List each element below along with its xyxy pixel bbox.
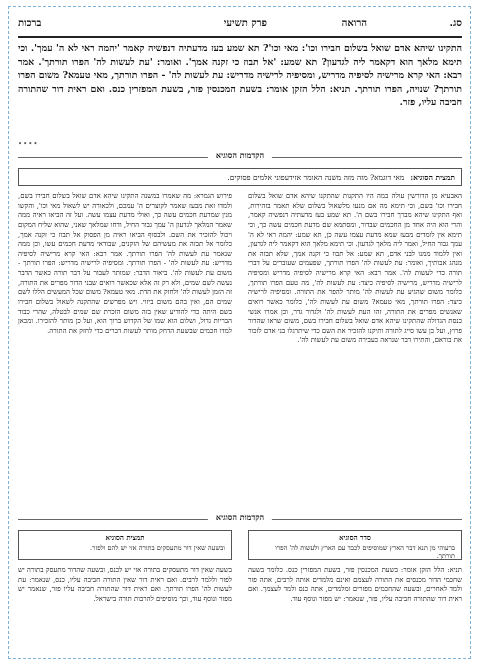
order-box-text: ברעוהי מן תנא דבר הארץ שמוסיפים לכבד עם הארץ ולעשות לה' הפרו תורתך.	[275, 544, 455, 560]
perek-label: פרק תשיעי	[223, 18, 267, 29]
section-heading-2	[18, 512, 462, 526]
commentary-column-right-2	[248, 566, 462, 650]
commentary-column-left-2	[18, 566, 232, 650]
commentary-text: בשעה שאין דור מתעסקים בתורה אזי יש לכנס, ובשעה שהדור מתעסק בתורה יש לפזר וללמד לרבים. ואם ראית דור שאין התורה חביבה עליו, כנס, שנאמר: עת לעשות לה' הפרו תורתך. ואם ראית דור שהתורה חביבה עליו פזר, שנאמר יש מפזר ונוסף עוד, וכך מוסיפים להרבות תורה בישראל.	[18, 566, 232, 603]
commentary-text: פירוש הגמרא: מה שאמרו במשנה התקינו שיהא אדם שואל בשלום חבירו בשם, ולמדו זאת מבעז שאמר לקוצרים ה' עמכם, ולכאורה יש לשאול מאי וכו', והקשו מנין שמדעת חכמים עשה כך, ואולי מדעת עצמו עשה. ועל זה הביאו ראיה ממה שאמר המלאך לגדעון ה' עמך גבור החיל, ודחו שמלאך שאני, שהוא שליח המקום ויכול להזכיר את השם. ולבסוף הביאו ראיה מן הפסוק אל תבוז כי זקנה אמך, כלומר אל תבזה את מעשיהם של הזקנים, שבודאי מדעת חכמים עשו, וכן ממה שנאמר עת לעשות לה' הפרו תורתך. אמר רבא: האי קרא מרישיה לסיפיה מדריש: עת לעשות לה' - הפרו תורתך. ומסיפיה לרישיה מדריש: הפרו תורתך - משום עת לעשות לה'. ביאור הדבר: שמותר לעבור על דבר תורה כאשר הדבר נעשה לשם שמים, ולא רק זה אלא שכאשר רואים שבני הדור מפרים את התורה, זה הזמן לעשות לה' ולחזק את הדת. מאי טעמא? משום שכל המעשים הללו לשם שמים הם, ואין בהם משום ביזוי. ויש מפרשים שהתקנה לשאול בשלום חבירו בשם היתה כדי להודיע שאין בזה משום הזכרת שם שמים לבטלה, שהרי כבוד הבריות גדול, ושלום הוא שמו של הקדוש ברוך הוא, ועל כן מותר להזכירו. ומכאן למדו חכמים שבשעת הדחק מותר לעשות דברים כדי לחזק את התורה.	[18, 192, 232, 335]
commentary-text: האבעיא מן הדורשין עולה במה היו התקנות שהתקנו שיהא אדם שואל בשלום חבירו וכו' בשם, וכי תימא מה אם מנעו מלשאול בשלום שלא תאמר בזהירות, ואף התקינו שיהא מברך חבירו בשם ה'. תא שמע בעז מדעתיה דנפשיה קאמר, והרי הוא היה אחד מן החכמים שבדור, ומסתמא שם מדעת חכמים עשה כך, וכי תימא אין לומדים מבעז שמא מדעת עצמו עשה כן, תא שמע: יהמה ראי לא ה' עמך גבור החיל, ואמר ליה מלאך לגדעון. וכי תימא מלאך הוא דקאמר ליה לגדעון, ואין ללמוד ממנו לבני אדם, תא שמע: אל תבוז כי זקנה אמך, שלא תבזה את מנהג אבותיך, ואומר: עת לעשות לה' הפרו תורתך, שפעמים שעוברים על דברי תורה כדי לעשות לה'. אמר רבא: האי קרא מרישיה לסיפיה מדריש ומסיפיה לרישיה מדריש, מרישיה לסיפיה כיצד: עת לעשות לה', מה טעם הפרו תורתך, כלומר משום שהגיע עת לעשות לה' מותר להפר את התורה. ומסיפיה לרישיה כיצד: הפרו תורתך, מאי טעמא? משום עת לעשות לה', כלומר כאשר רואים שאנשים מפרים את התורה, זהו העת לעשות לה' ולגדור גדר, וכן אמרו אנשי כנסת הגדולה שהתקינו שיהא אדם שואל בשלום חבירו בשם, משום שראו שהדור פרוץ, ועל כן עשו סייג לתורה ותיקנו להזכיר את השם כדי שיתרגלו בני אדם לזכור את בוראם, והתירו דבר שנראה כעבירה משום עת לעשות לה'.	[248, 192, 462, 345]
summary-box-2-text: ובשעה שאין דור מתעסקים בתורה אזי יש להם ולפזר.	[90, 544, 225, 552]
summary-text: מאי דוגמא? מזה מזה משנה האומר אזידעפוני אלמים פסוקים.	[227, 173, 405, 182]
summary-box	[18, 168, 462, 186]
section-title: הקדמות הסוגיא	[208, 512, 272, 522]
commentary-column-left	[18, 192, 232, 504]
order-box	[248, 530, 462, 560]
section-heading-1	[18, 150, 462, 164]
page-number: סג.	[449, 18, 462, 29]
gemara-text-block	[18, 36, 462, 146]
separator-dots: ••••	[18, 140, 39, 148]
commentary-column-right	[248, 192, 462, 504]
summary-boxes	[18, 530, 462, 560]
summary-box-2-title: תמצית הסוגיא	[105, 533, 145, 542]
gemara-text: התקינו שיהא אדם שואל בשלום חבירו וכו': מאי וכו'? תא שמע בעז מדעתיה דנפשיה קאמר 'יהמה ראי לא ה' עמך'. וכי תימא מלאך הוא דקאמר ליה לגדעון? תא שמע: 'אל תבוז כי זקנה אמך'. ואומר: 'עת לעשות לה' הפרו תורתך'. אמר רבא: האי קרא מרישיה לסיפיה מדריש, ומסיפיה לרישיה מדריש: עת לעשות לה' - הפרו תורתך, מאי טעמא? משום הפרו תורתך? שנויה, הפרו תורתך. תניא: הלל הזקן אומר: בשעת המכנסין פזר, בשעת המפזרין כנס. ואם ראית דור שהתורה חביבה עליו, פזר.	[18, 43, 462, 108]
commentary-columns-2	[18, 566, 462, 650]
order-box-title: סדר הסוגיא	[339, 533, 371, 542]
commentary-text: תניא: הלל הזקן אומר: בשעת המכנסין פזר, בשעת המפזרין כנס. כלומר בשעה שחכמי הדור מכנסים את התורה לעצמם ואינם מלמדים אותה לרבים, אתה פזר ולמד לאחרים, ובשעה שהחכמים מפזרים ומלמדים, אתה כנס ולמד לעצמך. ואם ראית דור שהתורה חביבה עליו, פזר, שנאמר: יש מפזר ונוסף עוד.	[248, 566, 462, 603]
tractate-name: ברכות	[18, 18, 42, 29]
chapter-name: הרואה	[341, 18, 367, 29]
summary-label: תמצית הסוגיא:	[410, 173, 455, 182]
page-header	[18, 14, 462, 36]
commentary-columns	[18, 192, 462, 504]
summary-box-2	[18, 530, 232, 560]
section-title: הקדמות הסוגיא	[208, 150, 272, 160]
